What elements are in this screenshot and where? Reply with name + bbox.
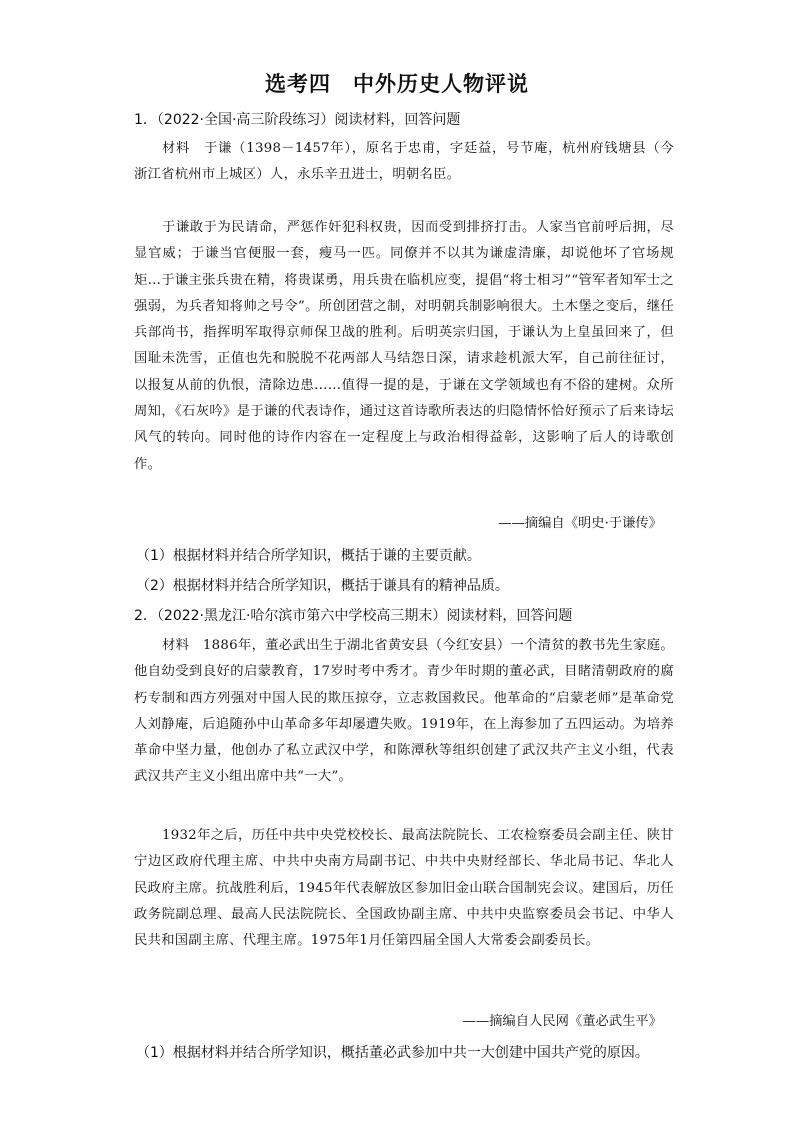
page-title — [0, 68, 794, 98]
question-2-sub-1: （1）根据材料并结合所学知识，概括董必武参加中共一大创建中国共产党的原因。 — [136, 1045, 649, 1061]
question-1-material-intro: 材料 于谦（1398－1457年），原名于忠甫，字廷益，号节庵，杭州府钱塘县（今浙江省杭州市上城区）人，永乐辛丑进士，明朝名臣。 — [134, 141, 674, 183]
question-1-source: ——摘编自《明史·于谦传》 — [498, 516, 662, 531]
question-2-source: ——摘编自人民网《董必武生平》 — [462, 1014, 662, 1029]
question-2-material-1: 材料 1886年，董必武出生于湖北省黄安县（今红安县）一个清贫的教书先生家庭。他自幼受到良好的启蒙教育，17岁时考中秀才。青少年时期的董必武，目睹清朝政府的腐朽专制和西方列强对中国人民的欺压掠夺，立志救国救民。他革命的“启蒙老师”是革命党人刘静庵，后追随孙中山革命多年却屡遭失败。1919年，在上海参加了五四运动。为培养革命中坚力量，他创办了私立武汉中学，和陈潭秋等组织创建了武汉共产主义小组，代表武汉共产主义小组出席中共“一大”。 — [134, 638, 674, 785]
question-1-heading: 1．（2022·全国·高三阶段练习）阅读材料，回答问题 — [134, 112, 461, 128]
title-part-1: 选考四 — [265, 72, 331, 96]
question-1-sub-2: （2）根据材料并结合所学知识，概括于谦具有的精神品质。 — [136, 578, 509, 594]
question-2-heading: 2．（2022·黑龙江·哈尔滨市第六中学校高三期末）阅读材料，回答问题 — [134, 608, 573, 624]
question-1-material-body: 于谦敢于为民请命，严惩作奸犯科权贵，因而受到排挤打击。人家当官前呼后拥，尽显官威；于谦当官便服一套，瘦马一匹。同僚并不以其为谦虚清廉，却说他坏了官场规矩…于谦主张兵贵在精，将贵谋勇，用兵贵在临机应变，提倡“将士相习”“管军者知军士之强弱，为兵者知将帅之号令”。所创团营之制，对明朝兵制影响很大。土木堡之变后，继任兵部尚书，指挥明军取得京师保卫战的胜利。后明英宗归国，于谦认为上皇虽回来了，但国耻未洗雪，正值也先和脱脱不花两部人马结怨日深，请求趁机派大军，自己前往征讨，以报复从前的仇恨，清除边患……值得一提的是，于谦在文学领域也有不俗的建树。众所周知，《石灰吟》是于谦的代表诗作，通过这首诗歌所表达的归隐情怀恰好预示了后来诗坛风气的转向。同时他的诗作内容在一定程度上与政治相得益彰，这影响了后人的诗歌创作。 — [134, 220, 674, 472]
title-part-2: 中外历史人物评说 — [353, 72, 529, 96]
question-1-sub-1: （1）根据材料并结合所学知识，概括于谦的主要贡献。 — [136, 548, 481, 564]
question-2-material-2: 1932年之后，历任中共中央党校校长、最高法院院长、工农检察委员会副主任、陕甘宁边区政府代理主席、中共中央南方局副书记、中共中央财经部长、华北局书记、华北人民政府主席。抗战胜利后，1945年代表解放区参加旧金山联合国制宪会议。建国后，历任政务院副总理、最高人民法院院长、全国政协副主席、中共中央监察委员会书记、中华人民共和国副主席、代理主席。1975年1月任第四届全国人大常委会副委员长。 — [134, 828, 674, 949]
